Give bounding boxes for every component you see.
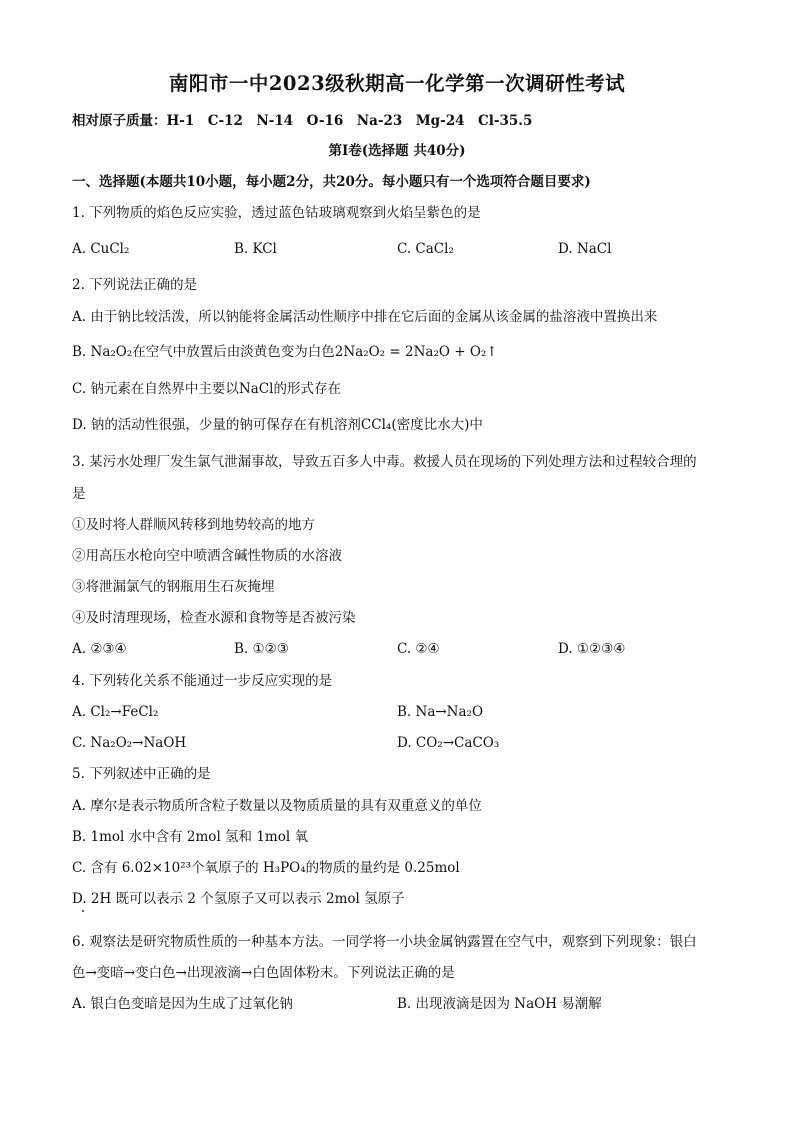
question-5-stem: 5. 下列叙述中正确的是 xyxy=(72,766,211,782)
question-3-stem-line2: 是 xyxy=(72,486,86,502)
volume-heading: 第Ⅰ卷(选择题 共40分) xyxy=(328,143,466,159)
q1-option-a: A. CuCl₂ xyxy=(72,241,130,257)
stray-dot xyxy=(82,910,84,912)
exam-title: 南阳市一中2023级秋期高一化学第一次调研性考试 xyxy=(168,72,626,95)
question-1-stem: 1. 下列物质的焰色反应实验，透过蓝色钴玻璃观察到火焰呈紫色的是 xyxy=(72,205,481,221)
question-2-stem: 2. 下列说法正确的是 xyxy=(72,277,198,293)
q3-item-3: ③将泄漏氯气的钢瓶用生石灰掩埋 xyxy=(72,579,275,595)
question-6-stem-line2: 色→变暗→变白色→出现液滴→白色固体粉末。下列说法正确的是 xyxy=(72,965,455,981)
q1-option-d: D. NaCl xyxy=(558,241,612,257)
q2-option-b: B. Na₂O₂在空气中放置后由淡黄色变为白色2Na₂O₂ = 2Na₂O + O₂↑ xyxy=(72,344,498,360)
q2-option-d: D. 钠的活动性很强，少量的钠可保存在有机溶剂CCl₄(密度比水大)中 xyxy=(72,417,483,433)
q3-item-2: ②用高压水枪向空中喷洒含碱性物质的水溶液 xyxy=(72,548,342,564)
q5-option-a: A. 摩尔是表示物质所含粒子数量以及物质质量的具有双重意义的单位 xyxy=(72,798,482,814)
atomic-mass-line: 相对原子质量：H-1 C-12 N-14 O-16 Na-23 Mg-24 Cl-35.5 xyxy=(72,113,533,129)
q3-option-a: A. ②③④ xyxy=(72,641,127,657)
q3-item-4: ④及时清理现场，检查水源和食物等是否被污染 xyxy=(72,610,356,626)
question-4-stem: 4. 下列转化关系不能通过一步反应实现的是 xyxy=(72,673,333,689)
q5-option-c: C. 含有 6.02×10²³个氧原子的 H₃PO₄的物质的量约是 0.25mol xyxy=(72,860,460,876)
q3-item-1: ①及时将人群顺风转移到地势较高的地方 xyxy=(72,517,315,533)
q4-option-b: B. Na→Na₂O xyxy=(397,704,484,720)
q5-option-d: D. 2H 既可以表示 2 个氢原子又可以表示 2mol 氢原子 xyxy=(72,891,405,907)
q3-option-b: B. ①②③ xyxy=(234,641,289,657)
q2-option-a: A. 由于钠比较活泼，所以钠能将金属活动性顺序中排在它后面的金属从该金属的盐溶液中置换出来 xyxy=(72,309,658,325)
q4-option-a: A. Cl₂→FeCl₂ xyxy=(72,704,159,720)
q4-option-d: D. CO₂→CaCO₃ xyxy=(397,735,500,751)
q5-option-b: B. 1mol 水中含有 2mol 氢和 1mol 氧 xyxy=(72,829,308,845)
q4-option-c: C. Na₂O₂→NaOH xyxy=(72,735,187,751)
q1-option-b: B. KCl xyxy=(234,241,277,257)
section-heading: 一、选择题(本题共10小题，每小题2分，共20分。每小题只有一个选项符合题目要求) xyxy=(72,174,591,190)
question-3-stem-line1: 3. 某污水处理厂发生氯气泄漏事故，导致五百多人中毒。救援人员在现场的下列处理方法和过程较合理的 xyxy=(72,454,697,470)
q2-option-c: C. 钠元素在自然界中主要以NaCl的形式存在 xyxy=(72,381,341,397)
q3-option-c: C. ②④ xyxy=(397,641,440,657)
q3-option-d: D. ①②③④ xyxy=(558,641,626,657)
q6-option-a: A. 银白色变暗是因为生成了过氧化钠 xyxy=(72,996,293,1012)
q1-option-c: C. CaCl₂ xyxy=(397,241,454,257)
question-6-stem-line1: 6. 观察法是研究物质性质的一种基本方法。一同学将一小块金属钠露置在空气中，观察到下列现象：银白 xyxy=(72,934,697,950)
q6-option-b: B. 出现液滴是因为 NaOH 易潮解 xyxy=(397,996,602,1012)
